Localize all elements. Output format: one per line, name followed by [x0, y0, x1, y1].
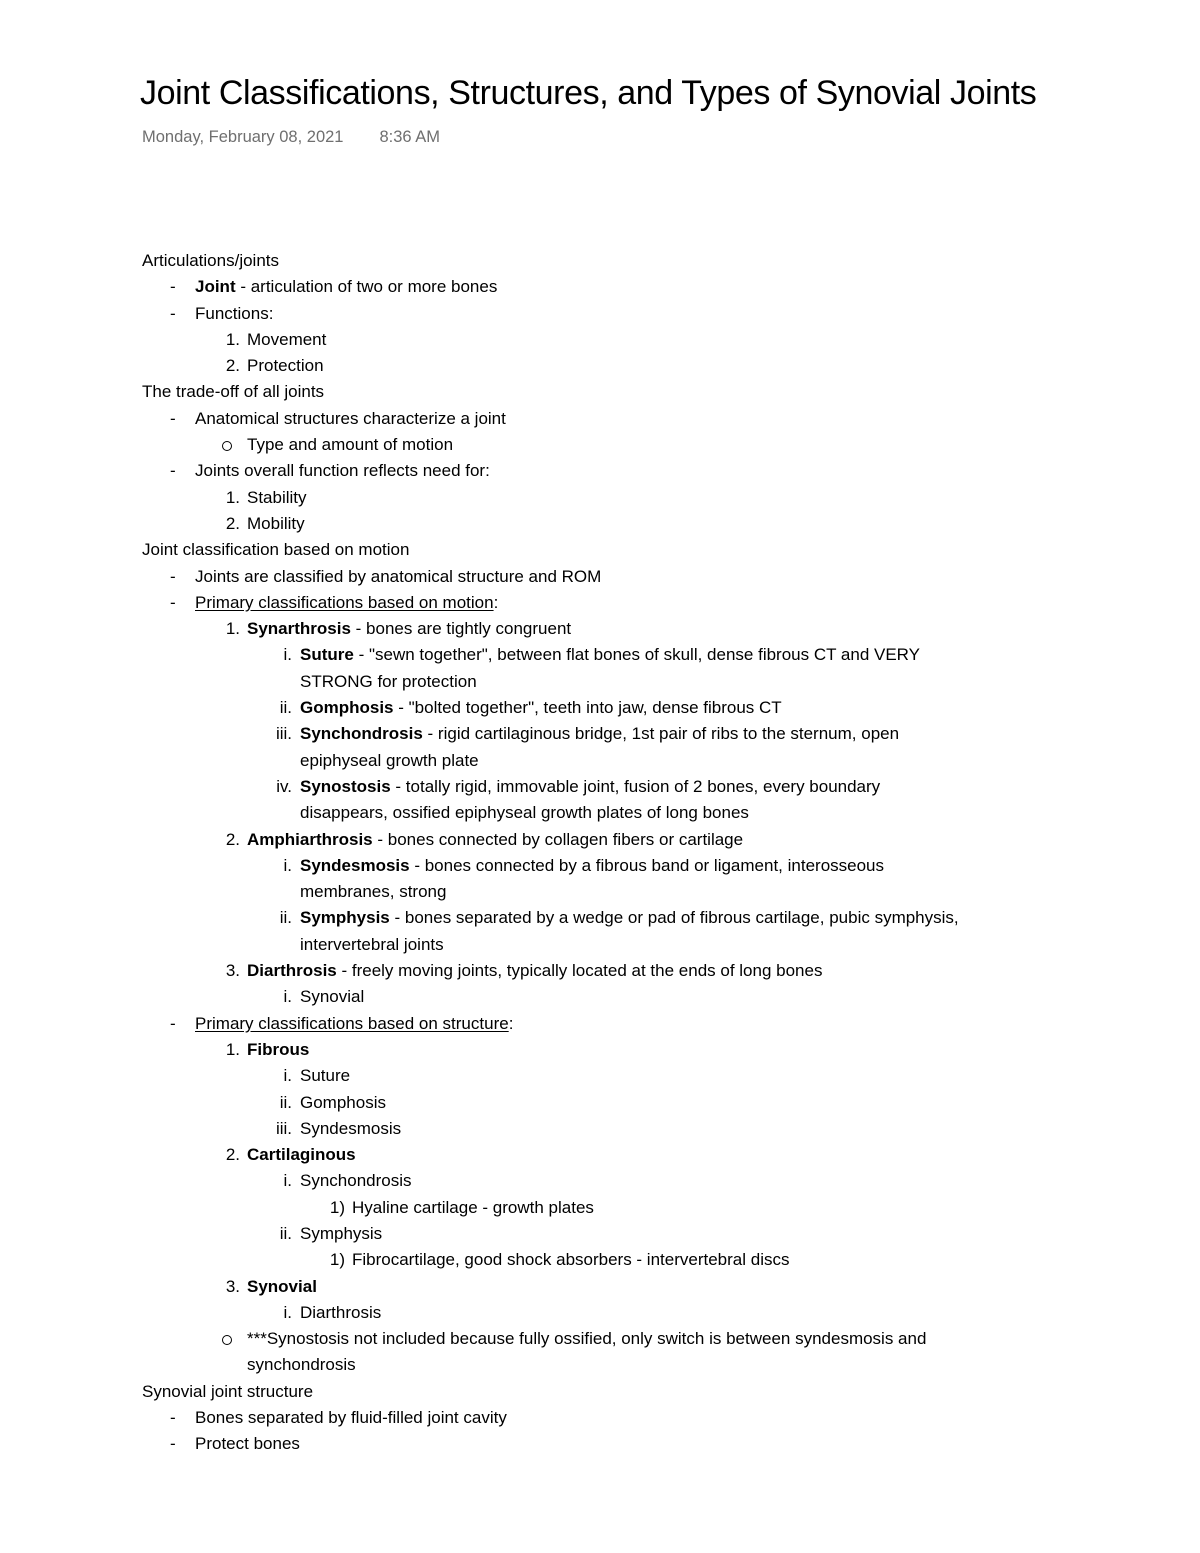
line-content: Gomphosis: [300, 1092, 386, 1112]
line-text: [142, 537, 409, 563]
line-content: - rigid cartilaginous bridge, 1st pair of ribs to the sternum, open: [422, 724, 900, 744]
line-content: STRONG for protection: [300, 671, 477, 691]
dash-bullet: -: [170, 1408, 176, 1428]
note-line: [0, 1221, 1200, 1247]
note-line: [0, 1195, 1200, 1221]
line-content: Mobility: [247, 513, 305, 533]
note-line: [0, 905, 1200, 931]
bold-term: Synostosis: [300, 776, 391, 796]
note-line: [0, 1326, 1200, 1352]
list-marker: 1.: [225, 329, 240, 349]
underlined-heading: Primary classifications based on motion: [195, 592, 494, 612]
line-content: Diarthrosis: [300, 1302, 382, 1322]
line-content: Bones separated by fluid-filled joint cavity: [195, 1408, 507, 1428]
bold-term: Cartilaginous: [247, 1145, 356, 1165]
line-content: synchondrosis: [247, 1355, 356, 1375]
line-text: [300, 642, 920, 668]
line-content: Syndesmosis: [300, 1118, 402, 1138]
list-marker: 2.: [225, 356, 240, 376]
note-line: [0, 748, 1200, 774]
line-text: [300, 1168, 412, 1194]
dash-bullet: -: [170, 408, 176, 428]
list-marker: i.: [283, 987, 292, 1007]
line-text: [247, 1274, 317, 1300]
line-text: [300, 721, 899, 747]
note-line: [0, 721, 1200, 747]
line-text: [195, 1405, 507, 1431]
bold-term: Syndesmosis: [300, 855, 410, 875]
note-line: [0, 432, 1200, 458]
line-text: [300, 984, 364, 1010]
list-marker: 1.: [225, 619, 240, 639]
line-content: - bones connected by a fibrous band or ligament, interosseous: [409, 855, 885, 875]
line-content: Functions:: [195, 303, 274, 323]
time-label: 8:36 AM: [379, 128, 441, 146]
line-text: [300, 669, 477, 695]
dash-bullet: -: [170, 303, 176, 323]
note-line: [0, 642, 1200, 668]
line-content: intervertebral joints: [300, 934, 444, 954]
list-marker: 3.: [225, 1276, 240, 1296]
bold-term: Synchondrosis: [300, 724, 423, 744]
line-content: - freely moving joints, typically located at the ends of long bones: [336, 961, 823, 981]
note-line: [0, 1037, 1200, 1063]
line-text: [300, 1221, 382, 1247]
line-text: [247, 327, 326, 353]
line-content: disappears, ossified epiphyseal growth plates of long bones: [300, 803, 749, 823]
list-marker: i.: [283, 855, 292, 875]
list-marker: iii.: [275, 1118, 292, 1138]
note-line: [0, 248, 1200, 274]
line-text: [300, 1300, 381, 1326]
line-content: - bones are tightly congruent: [350, 619, 572, 639]
note-line: [0, 564, 1200, 590]
line-content: Joints are classified by anatomical structure and ROM: [195, 566, 602, 586]
line-content: Joint classification based on motion: [142, 540, 410, 560]
dash-bullet: -: [170, 592, 176, 612]
line-content: Synchondrosis: [300, 1171, 412, 1191]
line-content: membranes, strong: [300, 882, 447, 902]
list-marker: 1.: [225, 1039, 240, 1059]
line-text: [247, 353, 324, 379]
line-text: [300, 853, 884, 879]
line-content: epiphyseal growth plate: [300, 750, 479, 770]
line-text: [300, 695, 782, 721]
line-content: Protect bones: [195, 1434, 300, 1454]
list-marker: 2.: [225, 1145, 240, 1165]
note-line: [0, 1090, 1200, 1116]
bold-term: Synarthrosis: [247, 619, 351, 639]
note-line: [0, 1011, 1200, 1037]
list-marker: i.: [283, 645, 292, 665]
line-content: The trade-off of all joints: [142, 382, 325, 402]
list-marker: ii.: [279, 698, 292, 718]
note-line: [0, 511, 1200, 537]
note-line: [0, 274, 1200, 300]
line-content: Synovial: [300, 987, 365, 1007]
note-line: [0, 1431, 1200, 1457]
line-text: [247, 1037, 309, 1063]
line-content: Movement: [247, 329, 327, 349]
line-text: [300, 748, 479, 774]
note-line: [0, 458, 1200, 484]
line-text: [247, 511, 305, 537]
line-text: [300, 932, 444, 958]
line-content: Suture: [300, 1066, 351, 1086]
list-marker: 1.: [225, 487, 240, 507]
line-text: [247, 616, 571, 642]
note-line: [0, 774, 1200, 800]
line-text: [142, 379, 324, 405]
dash-bullet: -: [170, 566, 176, 586]
line-content: - "bolted together", teeth into jaw, dense fibrous CT: [393, 698, 782, 718]
note-line: [0, 1168, 1200, 1194]
note-line: [0, 853, 1200, 879]
circle-bullet-icon: [222, 1335, 232, 1345]
note-body: [0, 248, 1200, 1458]
list-marker: i.: [283, 1066, 292, 1086]
bold-term: Joint: [195, 277, 236, 297]
line-text: [195, 564, 601, 590]
line-content: - totally rigid, immovable joint, fusion of 2 bones, every boundary: [390, 776, 881, 796]
line-text: [300, 800, 749, 826]
line-text: [300, 774, 880, 800]
note-line: [0, 1300, 1200, 1326]
line-text: [247, 485, 307, 511]
list-marker: 3.: [225, 961, 240, 981]
line-content: :: [493, 592, 499, 612]
bold-term: Synovial: [247, 1276, 317, 1296]
note-line: [0, 1405, 1200, 1431]
note-line: [0, 379, 1200, 405]
line-content: Joints overall function reflects need for:: [195, 461, 490, 481]
line-text: [195, 274, 497, 300]
list-marker: 1): [329, 1197, 345, 1217]
note-line: [0, 1247, 1200, 1273]
line-content: - articulation of two or more bones: [235, 277, 498, 297]
note-line: [0, 879, 1200, 905]
line-text: [247, 958, 822, 984]
dash-bullet: -: [170, 461, 176, 481]
line-text: [195, 406, 506, 432]
line-content: Articulations/joints: [142, 251, 280, 270]
list-marker: i.: [283, 1171, 292, 1191]
note-line: [0, 406, 1200, 432]
line-text: [247, 1142, 356, 1168]
note-line: [0, 669, 1200, 695]
line-text: [195, 1431, 300, 1457]
line-content: Hyaline cartilage - growth plates: [352, 1197, 594, 1217]
list-marker: 2.: [225, 513, 240, 533]
line-content: Stability: [247, 487, 307, 507]
note-line: [0, 301, 1200, 327]
line-content: Protection: [247, 356, 324, 376]
note-line: [0, 327, 1200, 353]
dash-bullet: -: [170, 1013, 176, 1033]
line-text: [247, 1352, 356, 1378]
line-text: [300, 1063, 350, 1089]
note-line: [0, 485, 1200, 511]
line-text: [247, 432, 453, 458]
line-text: [195, 1011, 513, 1037]
note-line: [0, 695, 1200, 721]
line-content: Symphysis: [300, 1223, 383, 1243]
line-text: [142, 1379, 313, 1405]
bold-term: Fibrous: [247, 1039, 310, 1059]
page-title: Joint Classifications, Structures, and Types of Synovial Joints: [140, 74, 1037, 112]
note-line: [0, 800, 1200, 826]
line-content: - bones separated by a wedge or pad of fibrous cartilage, pubic symphysis,: [389, 908, 959, 928]
list-marker: 2.: [225, 829, 240, 849]
line-text: [195, 590, 498, 616]
note-line: [0, 932, 1200, 958]
underlined-heading: Primary classifications based on structure: [195, 1013, 509, 1033]
line-content: Type and amount of motion: [247, 435, 454, 455]
note-line: [0, 353, 1200, 379]
line-content: Synovial joint structure: [142, 1381, 314, 1401]
bold-term: Gomphosis: [300, 698, 394, 718]
bold-term: Amphiarthrosis: [247, 829, 373, 849]
list-marker: iii.: [275, 724, 292, 744]
list-marker: 1): [329, 1250, 345, 1270]
line-content: - bones connected by collagen fibers or cartilage: [372, 829, 744, 849]
date-label: Monday, February 08, 2021: [142, 128, 344, 146]
line-content: Fibrocartilage, good shock absorbers - intervertebral discs: [352, 1250, 790, 1270]
circle-bullet-icon: [222, 441, 232, 451]
note-line: [0, 958, 1200, 984]
line-text: [300, 879, 446, 905]
list-marker: ii.: [279, 1223, 292, 1243]
note-line: [0, 1352, 1200, 1378]
note-line: [0, 984, 1200, 1010]
line-content: Anatomical structures characterize a joint: [195, 408, 506, 428]
note-line: [0, 1274, 1200, 1300]
dash-bullet: -: [170, 1434, 176, 1454]
dash-bullet: -: [170, 277, 176, 297]
line-text: [247, 827, 743, 853]
bold-term: Diarthrosis: [247, 961, 337, 981]
line-text: [247, 1326, 926, 1352]
list-marker: ii.: [279, 908, 292, 928]
line-text: [300, 1116, 401, 1142]
bold-term: Symphysis: [300, 908, 390, 928]
note-line: [0, 1379, 1200, 1405]
line-content: ***Synostosis not included because fully ossified, only switch is between syndesmosis and: [247, 1329, 927, 1349]
note-line: [0, 590, 1200, 616]
page-timestamp: [142, 128, 440, 147]
line-text: [195, 301, 273, 327]
list-marker: ii.: [279, 1092, 292, 1112]
note-line: [0, 1142, 1200, 1168]
line-text: [195, 458, 490, 484]
line-text: [142, 248, 279, 274]
note-line: [0, 1116, 1200, 1142]
note-line: [0, 1063, 1200, 1089]
note-line: [0, 616, 1200, 642]
list-marker: i.: [283, 1302, 292, 1322]
line-content: :: [508, 1013, 514, 1033]
line-text: [352, 1247, 789, 1273]
line-text: [352, 1195, 594, 1221]
line-content: - "sewn together", between flat bones of skull, dense fibrous CT and VERY: [353, 645, 920, 665]
line-text: [300, 1090, 386, 1116]
note-line: [0, 827, 1200, 853]
line-text: [300, 905, 959, 931]
note-line: [0, 537, 1200, 563]
list-marker: iv.: [276, 776, 292, 796]
bold-term: Suture: [300, 645, 354, 665]
